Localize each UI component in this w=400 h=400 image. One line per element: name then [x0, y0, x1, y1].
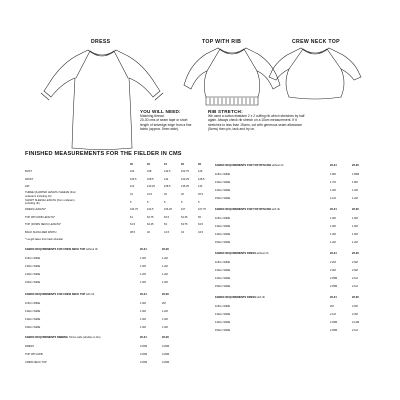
- cell: 110: [130, 185, 135, 189]
- cell: 102.75: [181, 170, 189, 174]
- size-header: 28: [198, 163, 201, 166]
- table-row: [25, 206, 215, 214]
- cell: 5: [147, 200, 149, 204]
- table-row: [25, 221, 215, 229]
- cell: 1.0M: [140, 309, 146, 313]
- width-label: 130cm WIDE: [215, 224, 231, 228]
- size-header: 20-24: [140, 248, 147, 251]
- size-header: 26-28: [162, 293, 169, 296]
- width-label: 115cm WIDE: [25, 301, 41, 305]
- cell: 61: [130, 215, 133, 219]
- cell: 2.3M: [352, 312, 358, 316]
- width-label: 115cm WIDE: [215, 260, 231, 264]
- row-label: BUST: [25, 170, 32, 174]
- cell: 1.7M: [330, 180, 336, 184]
- cell: 1.8M: [352, 180, 358, 184]
- cell: 2.09M: [330, 320, 338, 324]
- cell: 104: [130, 170, 135, 174]
- size-header: 24: [164, 163, 167, 166]
- cell: 31.5: [147, 193, 153, 197]
- rib-stretch-title: RIB STRETCH:: [208, 109, 243, 114]
- width-label: 140cm WIDE: [25, 317, 41, 321]
- size-header: 20-24: [330, 208, 337, 211]
- crew-neck-top-illustration: [265, 45, 365, 105]
- table-row: [25, 307, 184, 315]
- row-label: SHORT SLEEVE LENGTH (from underarm, including rib): [25, 198, 76, 206]
- cell: 2.0M: [352, 304, 358, 308]
- width-label: 150cm WIDE: [215, 197, 231, 201]
- table-row: [25, 315, 184, 323]
- width-label: 140cm WIDE: [25, 272, 41, 276]
- width-label: 140cm WIDE: [215, 320, 231, 324]
- size-header: 26-28: [162, 248, 169, 251]
- cell: 5: [164, 200, 166, 204]
- table-row: [25, 299, 184, 307]
- you-will-need-note: [140, 109, 204, 131]
- table-row: [25, 254, 184, 262]
- top-with-rib-label: TOP WITH RIB: [202, 39, 242, 45]
- fabric-table-header: [215, 293, 374, 302]
- fabric-table-title: FABRIC REQUIREMENTS FOR TOP WITH RIB: [215, 164, 271, 167]
- table-row: [215, 274, 374, 282]
- fabric-table-title: FABRIC REQUIREMENTS FOR TOP WITH RIB: [215, 208, 271, 211]
- width-label: 115cm WIDE: [215, 304, 231, 308]
- fabric-table-header: [25, 245, 184, 254]
- cell: 0.20M: [162, 360, 170, 364]
- cell: 5: [181, 200, 183, 204]
- rib-stretch-line: We used a cotton elastane 2 x 2 cuffing rib which stretches by half: [208, 114, 305, 118]
- width-label: 115cm WIDE: [215, 172, 231, 176]
- cell: 2.05M: [330, 276, 338, 280]
- width-label: 130cm WIDE: [215, 312, 231, 316]
- size-header: 26-28: [352, 252, 359, 255]
- row-label: HIP: [25, 185, 30, 189]
- width-label: 115cm WIDE: [25, 256, 41, 260]
- cell: 41.5: [164, 231, 170, 235]
- measurements-title: FINISHED MEASUREMENTS FOR THE FIELDER IN CMS: [25, 151, 182, 157]
- cell: 0.20M: [162, 352, 170, 356]
- table-row: [215, 214, 374, 222]
- cell: 1.2M: [352, 197, 358, 201]
- cell: 1.0M: [162, 326, 168, 330]
- size-header: 20-24: [140, 336, 147, 339]
- size-header: 26-28: [162, 336, 169, 339]
- table-row: [25, 342, 184, 350]
- cell: 1.3M: [330, 232, 336, 236]
- cell: 104.5: [130, 177, 137, 181]
- fabric-table-header: [215, 161, 374, 170]
- cell: 135.35: [181, 185, 189, 189]
- cell: 1.9M: [330, 216, 336, 220]
- cell: 32: [164, 193, 167, 197]
- cell: 104.75: [130, 208, 138, 212]
- cell: 1.85M: [352, 172, 360, 176]
- size-header: 26-28: [352, 164, 359, 167]
- rib-stretch-note: [208, 109, 318, 131]
- cell: 1.1M: [330, 197, 336, 201]
- cell: 62.75: [147, 215, 154, 219]
- cell: 1.2M: [162, 309, 168, 313]
- dress-illustration: [40, 45, 165, 155]
- fabric-table-title: FABRIC REQUIREMENTS DRESS: [215, 296, 256, 299]
- measurements-footnote: * Length taken from back shoulder: [25, 238, 64, 241]
- cell: 1.2M: [352, 241, 358, 245]
- cell: 1.3M: [352, 188, 358, 192]
- table-row: [25, 229, 215, 237]
- cell: 32.5: [198, 193, 204, 197]
- cell: 142: [198, 185, 203, 189]
- table-row: [25, 176, 215, 184]
- cell: 65: [198, 215, 201, 219]
- cell: 1.0M: [140, 264, 146, 268]
- fabric-table-header: [215, 249, 374, 258]
- cell: 2.14M: [352, 320, 360, 324]
- table-row: [25, 262, 184, 270]
- cell: 5: [130, 200, 132, 204]
- cell: 108.5: [164, 185, 171, 189]
- cell: 62.5: [164, 215, 170, 219]
- fabric-table-dress-no-rib: [215, 249, 374, 291]
- fabric-table-suffix: with rib: [256, 296, 265, 299]
- table-row: [25, 198, 215, 206]
- cell: 0.20M: [140, 344, 148, 348]
- cell: 43: [181, 231, 184, 235]
- table-row: [215, 258, 374, 266]
- cell: 1.2M: [162, 264, 168, 268]
- rib-stretch-line: (5cms) then pin, tack and try on.: [208, 126, 256, 131]
- cell: 2.9M: [352, 268, 358, 272]
- cell: 107.75: [198, 208, 206, 212]
- fabric-table-crew-neck-no-rib: [25, 245, 184, 287]
- fabric-table-top-rib-no-rib: [215, 161, 374, 203]
- table-row: [215, 239, 374, 247]
- width-label: 150cm WIDE: [215, 329, 231, 333]
- table-row: [215, 222, 374, 230]
- width-label: 115cm WIDE: [215, 216, 231, 220]
- row-label: BACK SHOULDER WIDTH: [25, 231, 57, 235]
- cell: 1.2M: [162, 256, 168, 260]
- cell: 1.9M: [330, 224, 336, 228]
- cell: 2.1M: [352, 329, 358, 333]
- you-will-need-title: YOU WILL NEED:: [140, 109, 181, 114]
- table-row: [215, 170, 374, 178]
- cell: 120.25: [147, 185, 155, 189]
- table-header-row: [25, 161, 215, 168]
- table-row: [25, 270, 184, 278]
- cell: 1.9M: [352, 224, 358, 228]
- table-row: [215, 195, 374, 203]
- width-label: 130cm WIDE: [215, 180, 231, 184]
- table-row: [215, 186, 374, 194]
- you-will-need-line: length of selvedge edge from a fine: [140, 122, 192, 127]
- width-label: 130cm WIDE: [25, 264, 41, 268]
- fabric-table-suffix: with rib: [271, 208, 280, 211]
- you-will-need-line: 20-30 cms of seam tape or short: [140, 118, 188, 123]
- garment-label: TOP WITH RIB: [25, 352, 43, 356]
- cell: 40: [147, 231, 150, 235]
- fabric-table-title: FABRIC REQUIREMENTS FOR CREW NECK TOP: [25, 248, 86, 251]
- cell: 1.0M: [140, 317, 146, 321]
- size-header: 20-24: [330, 164, 337, 167]
- garment-label: DRESS: [25, 344, 34, 348]
- cell: 2.1M: [352, 276, 358, 280]
- width-label: 150cm WIDE: [215, 241, 231, 245]
- cell: 1.0M: [162, 317, 168, 321]
- dress-label: DRESS: [91, 39, 111, 45]
- cell: 144.5: [164, 170, 171, 174]
- cell: 1.0M: [140, 256, 146, 260]
- table-row: [215, 310, 374, 318]
- cell: 1.0M: [140, 326, 146, 330]
- fabric-table-suffix: without rib: [271, 164, 284, 167]
- size-header: 26-28: [352, 208, 359, 211]
- cell: 1.8M: [330, 172, 336, 176]
- garment-label: CREW NECK TOP: [25, 360, 47, 364]
- rib-stretch-line: again. Always check rib stretch on a 10cm measurement. If it: [208, 118, 297, 123]
- width-label: 130cm WIDE: [215, 268, 231, 272]
- fabric-table-header: [25, 290, 184, 299]
- size-header: 20-24: [330, 252, 337, 255]
- cell: 32: [181, 193, 184, 197]
- size-header: 20: [130, 163, 133, 166]
- cell: 2.0M: [330, 268, 336, 272]
- cell: 0.20M: [140, 360, 148, 364]
- you-will-need-line: Matching thread.: [140, 114, 165, 118]
- size-header: 22: [147, 163, 150, 166]
- table-row: [25, 324, 184, 332]
- table-row: [25, 214, 215, 222]
- cell: 1.0M: [162, 281, 168, 285]
- cell: 5: [198, 200, 200, 204]
- cell: 2.05M: [330, 329, 338, 333]
- row-label: DRESS LENGTH*: [25, 208, 47, 212]
- size-header: 26: [181, 163, 184, 166]
- cell: 63: [164, 223, 167, 227]
- cell: 2M: [162, 301, 166, 305]
- table-row: [215, 230, 374, 238]
- cell: 0.20M: [140, 352, 148, 356]
- row-label: TOP (DOWN NECK) LENGTH*: [25, 223, 62, 227]
- fabric-table-header: [25, 333, 184, 342]
- width-label: 130cm WIDE: [25, 309, 41, 313]
- fabric-table-title: FABRIC REQUIREMENTS RIBBING: [25, 336, 68, 339]
- cell: 64.5: [198, 223, 204, 227]
- table-row: [215, 283, 374, 291]
- cell: 62.25: [147, 223, 154, 227]
- width-label: 150cm WIDE: [215, 285, 231, 289]
- fabric-table-suffix: 70cms wide (double on the): [68, 336, 101, 339]
- cell: 1.2M: [162, 272, 168, 276]
- size-header: 20-24: [330, 296, 337, 299]
- fabric-table-suffix: without rib: [85, 248, 98, 251]
- cell: 1.2M: [140, 272, 146, 276]
- cell: 38.5: [130, 231, 136, 235]
- table-row: [25, 358, 184, 366]
- table-row: [215, 318, 374, 326]
- cell: 102.5: [147, 208, 154, 212]
- row-label: WAIST: [25, 177, 34, 181]
- fabric-table-title: FABRIC REQUIREMENTS DRESS: [215, 252, 256, 255]
- cell: 2.2M: [330, 260, 336, 264]
- cell: 2.1M: [352, 285, 358, 289]
- fabric-table-title: FABRIC REQUIREMENTS FOR CREW NECK TOP: [25, 293, 86, 296]
- cell: 1.0M: [140, 281, 146, 285]
- table-row: [25, 279, 184, 287]
- size-header: 20-24: [140, 293, 147, 296]
- fabric-table-ribbing: [25, 333, 184, 367]
- cell: 61.5: [130, 223, 136, 227]
- cell: 126: [198, 170, 203, 174]
- cell: 1.0M: [140, 301, 146, 305]
- table-row: [215, 266, 374, 274]
- row-label: THREE QUARTER LENGTH SLEEVE (from underarm including rib): [25, 191, 76, 198]
- table-row: [25, 350, 184, 358]
- cell: 63.75: [181, 223, 188, 227]
- cell: 123.25: [181, 177, 189, 181]
- cell: 44.5: [198, 231, 204, 235]
- fabric-table-header: [215, 205, 374, 214]
- cell: 2M: [330, 304, 334, 308]
- table-row: [25, 183, 215, 191]
- size-header: 26-28: [352, 296, 359, 299]
- cell: 107: [181, 208, 186, 212]
- width-label: 150cm WIDE: [25, 326, 41, 330]
- cell: 108.5: [147, 177, 154, 181]
- crew-neck-top-label: CREW NECK TOP: [292, 39, 340, 45]
- cell: 1.3M: [330, 188, 336, 192]
- fabric-table-suffix: without rib: [256, 252, 269, 255]
- width-label: 140cm WIDE: [215, 188, 231, 192]
- width-label: 140cm WIDE: [215, 232, 231, 236]
- cell: 31: [130, 193, 133, 197]
- table-row: [215, 302, 374, 310]
- measurements-table: [25, 161, 215, 236]
- fabric-table-top-rib-with-rib: [215, 205, 374, 247]
- fabric-table-dress-with-rib: [215, 293, 374, 335]
- table-row: [215, 327, 374, 335]
- table-row: [25, 168, 215, 176]
- fabric-table-suffix: with rib: [85, 293, 95, 296]
- cell: 1.9M: [352, 216, 358, 220]
- fabric-table-crew-neck-with-rib: [25, 290, 184, 332]
- cell: 1.6M: [352, 232, 358, 236]
- cell: 1.2M: [330, 241, 336, 245]
- table-row: [215, 178, 374, 186]
- cell: 108: [147, 170, 152, 174]
- cell: 2.05M: [330, 285, 338, 289]
- cell: 128.5: [198, 177, 205, 181]
- cell: 106.25: [164, 208, 172, 212]
- cell: 2.9M: [352, 260, 358, 264]
- cell: 64.25: [181, 215, 188, 219]
- rib-stretch-line: stretches to less than 15cms, cut with generous seam allowance: [208, 122, 303, 127]
- cell: 0.20M: [162, 344, 170, 348]
- row-label: TOP WITH RIB LENGTH*: [25, 215, 55, 219]
- width-label: 140cm WIDE: [215, 276, 231, 280]
- you-will-need-line: fabric (approx. 5mm wide).: [140, 126, 180, 131]
- cell: 2.1M: [330, 312, 336, 316]
- width-label: 150cm WIDE: [25, 281, 41, 285]
- table-row: [25, 191, 215, 199]
- cell: 144: [164, 177, 169, 181]
